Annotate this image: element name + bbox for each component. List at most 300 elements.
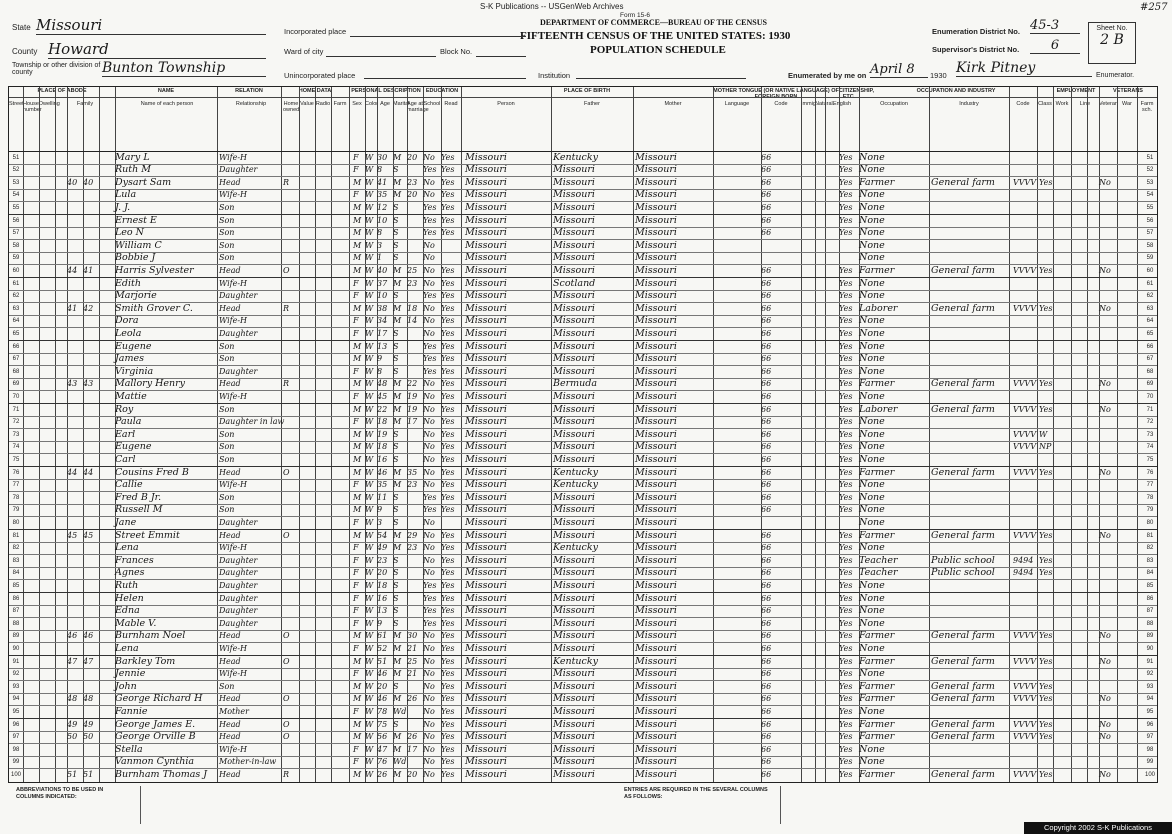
cell-bp: Missouri <box>465 340 507 352</box>
cell-bp: Missouri <box>465 201 507 213</box>
ward-label: Ward of city <box>284 47 324 56</box>
cell-ocode: VVVV <box>1013 656 1037 666</box>
cell-rd: Yes <box>441 656 455 666</box>
cell-mbp: Missouri <box>635 277 677 289</box>
cell-sex: F <box>353 643 359 653</box>
row-number-right: 71 <box>1146 406 1154 413</box>
cell-am: 18 <box>407 303 418 313</box>
row-number-right: 97 <box>1146 734 1154 741</box>
cell-sex: F <box>353 517 359 527</box>
cell-en: Yes <box>839 744 853 754</box>
cell-mar: M <box>393 669 402 679</box>
cell-bp: Missouri <box>465 378 507 390</box>
cell-fbp: Missouri <box>553 731 595 743</box>
cell-occ: Farmer <box>859 176 895 188</box>
cell-rel: Wife-H <box>219 669 248 679</box>
section-header: RELATION <box>235 88 263 94</box>
cell-ind: General farm <box>931 378 995 390</box>
cell-sex: M <box>353 404 362 414</box>
cell-en: Yes <box>839 442 853 452</box>
cell-rel: Head <box>219 719 241 729</box>
cell-sex: F <box>353 165 359 175</box>
cell-cd: 66 <box>761 278 772 288</box>
cell-vet: No <box>1099 769 1111 779</box>
section-rule <box>9 97 1157 98</box>
cell-name: Paula <box>115 416 142 428</box>
cell-sch: Yes <box>423 291 437 301</box>
cell-vet: No <box>1099 404 1111 414</box>
cell-occ: None <box>859 239 885 251</box>
cell-cd: 66 <box>761 656 772 666</box>
cell-occ: None <box>859 453 885 465</box>
cell-rel: Son <box>219 505 235 515</box>
cell-occ: Farmer <box>859 466 895 478</box>
cell-name: John <box>115 680 137 692</box>
cell-bp: Missouri <box>465 390 507 402</box>
cell-en: Yes <box>839 341 853 351</box>
grid-column-rule <box>825 87 826 782</box>
cell-cd: 66 <box>761 152 772 162</box>
cell-en: Yes <box>839 631 853 641</box>
cell-cd: 66 <box>761 379 772 389</box>
cell-sch: No <box>423 681 435 691</box>
cell-rd: Yes <box>441 606 455 616</box>
cell-mbp: Missouri <box>635 504 677 516</box>
cell-name: Roy <box>115 403 134 415</box>
cell-emp: Yes <box>1039 732 1053 742</box>
cell-occ: None <box>859 428 885 440</box>
cell-sch: No <box>423 190 435 200</box>
cell-rel: Wife-H <box>219 152 248 162</box>
cell-dw: 44 <box>67 467 78 477</box>
cell-rd: Yes <box>441 706 455 716</box>
cell-occ: None <box>859 605 885 617</box>
cell-sch: No <box>423 379 435 389</box>
grid-column-rule <box>349 87 350 782</box>
cell-cd: 66 <box>761 177 772 187</box>
row-number-right: 80 <box>1146 519 1154 526</box>
cell-mbp: Missouri <box>635 516 677 528</box>
cell-sex: F <box>353 190 359 200</box>
cell-occ: Farmer <box>859 378 895 390</box>
cell-n: 62 <box>12 293 20 300</box>
cell-name: Russell M <box>115 504 163 516</box>
cell-sex: M <box>353 429 362 439</box>
cell-sex: M <box>353 265 362 275</box>
cell-fam: 41 <box>83 265 94 275</box>
cell-bp: Missouri <box>465 642 507 654</box>
cell-dw: 48 <box>67 694 78 704</box>
cell-en: Yes <box>839 391 853 401</box>
cell-rd: Yes <box>441 215 455 225</box>
cell-am: 20 <box>407 152 418 162</box>
cell-bp: Missouri <box>465 353 507 365</box>
cell-mar: S <box>393 354 399 364</box>
cell-rd: Yes <box>441 732 455 742</box>
cell-ocode: VVVV <box>1013 732 1037 742</box>
incorporated-label: Incorporated place <box>284 27 347 36</box>
cell-n: 70 <box>12 393 20 400</box>
cell-color: W <box>365 618 374 628</box>
cell-dw: 41 <box>67 303 78 313</box>
cell-mbp: Missouri <box>635 680 677 692</box>
cell-mbp: Missouri <box>635 214 677 226</box>
cell-cd: 66 <box>761 328 772 338</box>
cell-bp: Missouri <box>465 239 507 251</box>
cell-cd: 66 <box>761 618 772 628</box>
cell-color: W <box>365 341 374 351</box>
cell-name: Frances <box>115 554 154 566</box>
cell-fbp: Kentucky <box>553 466 598 478</box>
cell-color: W <box>365 354 374 364</box>
cell-cd: 66 <box>761 391 772 401</box>
cell-bp: Missouri <box>465 529 507 541</box>
cell-own: O <box>283 467 290 477</box>
cell-en: Yes <box>839 669 853 679</box>
row-number-right: 59 <box>1146 255 1154 262</box>
cell-sch: Yes <box>423 202 437 212</box>
cell-age: 41 <box>377 177 388 187</box>
cell-mar: S <box>393 568 399 578</box>
cell-rel: Son <box>219 404 235 414</box>
cell-mar: M <box>393 391 402 401</box>
column-header: Veteran <box>1099 101 1118 107</box>
cell-age: 16 <box>377 454 388 464</box>
cell-mbp: Missouri <box>635 340 677 352</box>
sheet-label: Sheet No. <box>1096 25 1128 32</box>
footer-abbreviations: ABBREVIATIONS TO BE USED IN COLUMNS INDICATED: <box>16 787 104 800</box>
cell-n: 98 <box>12 746 20 753</box>
cell-sex: F <box>353 618 359 628</box>
row-number-right: 91 <box>1146 658 1154 665</box>
cell-mbp: Missouri <box>635 164 677 176</box>
cell-am: 19 <box>407 404 418 414</box>
department: DEPARTMENT OF COMMERCE—BUREAU OF THE CENSUS <box>540 18 767 27</box>
column-header: Sex <box>352 101 362 107</box>
cell-vet: No <box>1099 379 1111 389</box>
cell-color: W <box>365 555 374 565</box>
cell-en: Yes <box>839 417 853 427</box>
cell-vet: No <box>1099 631 1111 641</box>
cell-mbp: Missouri <box>635 718 677 730</box>
cell-mar: S <box>393 429 399 439</box>
cell-rd: Yes <box>441 769 455 779</box>
cell-color: W <box>365 165 374 175</box>
cell-emp: Yes <box>1039 656 1053 666</box>
cell-bp: Missouri <box>465 151 507 163</box>
cell-cd: 66 <box>761 744 772 754</box>
cell-cd: 66 <box>761 215 772 225</box>
cell-en: Yes <box>839 618 853 628</box>
cell-ind: Public school <box>931 554 995 566</box>
section-header: VETERANS <box>1113 88 1143 94</box>
cell-rel: Daughter <box>219 366 258 376</box>
cell-ocode: VVVV <box>1013 429 1037 439</box>
cell-ind: General farm <box>931 466 995 478</box>
cell-n: 96 <box>12 721 20 728</box>
cell-fbp: Missouri <box>553 680 595 692</box>
cell-fbp: Missouri <box>553 239 595 251</box>
section-header: PLACE OF ABODE <box>37 88 87 94</box>
cell-occ: None <box>859 516 885 528</box>
grid-column-rule <box>39 87 40 782</box>
cell-bp: Missouri <box>465 164 507 176</box>
row-number-right: 69 <box>1146 381 1154 388</box>
cell-ind: General farm <box>931 680 995 692</box>
cell-mar: S <box>393 719 399 729</box>
enumerated-label: Enumerated by me on <box>788 71 867 80</box>
cell-age: 1 <box>377 253 383 263</box>
cell-en: Yes <box>839 757 853 767</box>
cell-occ: None <box>859 365 885 377</box>
cell-cd: 66 <box>761 769 772 779</box>
cell-age: 13 <box>377 606 388 616</box>
cell-name: Stella <box>115 743 143 755</box>
cell-mar: S <box>393 328 399 338</box>
footer-code-block-right <box>780 786 1151 824</box>
cell-mar: S <box>393 442 399 452</box>
cell-ocode: VVVV <box>1013 303 1037 313</box>
cell-n: 59 <box>12 255 20 262</box>
cell-own: O <box>283 530 290 540</box>
cell-fbp: Missouri <box>553 201 595 213</box>
cell-fbp: Missouri <box>553 554 595 566</box>
cell-rel: Son <box>219 681 235 691</box>
cell-en: Yes <box>839 643 853 653</box>
cell-age: 49 <box>377 543 388 553</box>
cell-rel: Head <box>219 379 241 389</box>
cell-n: 80 <box>12 519 20 526</box>
cell-cd: 66 <box>761 316 772 326</box>
cell-fbp: Kentucky <box>553 655 598 667</box>
cell-am: 20 <box>407 769 418 779</box>
cell-rel: Son <box>219 354 235 364</box>
cell-mar: S <box>393 606 399 616</box>
cell-n: 68 <box>12 368 20 375</box>
cell-n: 83 <box>12 557 20 564</box>
cell-sex: M <box>353 202 362 212</box>
cell-occ: None <box>859 277 885 289</box>
cell-sch: No <box>423 177 435 187</box>
row-number-right: 93 <box>1146 683 1154 690</box>
cell-sex: M <box>353 631 362 641</box>
column-header: Family <box>76 101 94 107</box>
cell-en: Yes <box>839 568 853 578</box>
grid-column-rule <box>99 87 100 782</box>
column-header: Marital <box>393 101 410 107</box>
cell-rd: Yes <box>441 681 455 691</box>
cell-am: 20 <box>407 190 418 200</box>
cell-rel: Son <box>219 492 235 502</box>
cell-age: 20 <box>377 681 388 691</box>
cell-name: Burnham Thomas J <box>115 768 208 780</box>
cell-cd: 66 <box>761 404 772 414</box>
cell-bp: Missouri <box>465 554 507 566</box>
cell-n: 93 <box>12 683 20 690</box>
cell-am: 19 <box>407 391 418 401</box>
enumerator-value: Kirk Pitney <box>956 60 1092 77</box>
grid-column-rule <box>551 87 552 782</box>
cell-mar: S <box>393 215 399 225</box>
cell-en: Yes <box>839 530 853 540</box>
grid-column-rule <box>1137 87 1138 782</box>
cell-rd: Yes <box>441 202 455 212</box>
cell-bp: Missouri <box>465 277 507 289</box>
cell-mar: M <box>393 732 402 742</box>
column-header: Industry <box>959 101 979 107</box>
cell-vet: No <box>1099 467 1111 477</box>
cell-rel: Wife-H <box>219 391 248 401</box>
cell-dw: 46 <box>67 631 78 641</box>
cell-cd: 66 <box>761 291 772 301</box>
cell-rel: Head <box>219 265 241 275</box>
cell-name: Eugene <box>115 340 152 352</box>
cell-fbp: Bermuda <box>553 378 598 390</box>
row-number-right: 73 <box>1146 431 1154 438</box>
cell-vet: No <box>1099 732 1111 742</box>
cell-occ: Farmer <box>859 529 895 541</box>
cell-fbp: Kentucky <box>553 151 598 163</box>
cell-dw: 51 <box>67 769 78 779</box>
cell-age: 61 <box>377 631 388 641</box>
cell-mbp: Missouri <box>635 479 677 491</box>
section-header: PERSONAL DESCRIPTION <box>351 88 421 94</box>
cell-mbp: Missouri <box>635 151 677 163</box>
cell-rel: Head <box>219 467 241 477</box>
row-number-right: 57 <box>1146 230 1154 237</box>
cell-rel: Son <box>219 442 235 452</box>
cell-cd: 66 <box>761 454 772 464</box>
cell-color: W <box>365 228 374 238</box>
row-number-right: 63 <box>1146 305 1154 312</box>
section-header: NAME <box>157 88 175 94</box>
column-header: Dwelling <box>39 101 60 107</box>
cell-cd: 66 <box>761 303 772 313</box>
cell-mar: M <box>393 467 402 477</box>
cell-sch: No <box>423 152 435 162</box>
cell-occ: None <box>859 579 885 591</box>
cell-fbp: Missouri <box>553 290 595 302</box>
cell-age: 48 <box>377 379 388 389</box>
cell-cd: 66 <box>761 492 772 502</box>
cell-occ: None <box>859 756 885 768</box>
cell-fbp: Missouri <box>553 302 595 314</box>
cell-ocode: VVVV <box>1013 442 1037 452</box>
cell-fbp: Missouri <box>553 642 595 654</box>
cell-sex: F <box>353 555 359 565</box>
cell-occ: Farmer <box>859 264 895 276</box>
cell-name: Dysart Sam <box>115 176 172 188</box>
cell-mar: M <box>393 404 402 414</box>
cell-emp: Yes <box>1039 467 1053 477</box>
cell-cd: 66 <box>761 643 772 653</box>
column-header: Farm <box>333 101 347 107</box>
cell-fbp: Missouri <box>553 403 595 415</box>
section-header: CITIZENSHIP, ETC. <box>839 88 875 100</box>
cell-rel: Daughter <box>219 568 258 578</box>
cell-own: O <box>283 265 290 275</box>
cell-cd: 66 <box>761 681 772 691</box>
cell-cd: 66 <box>761 165 772 175</box>
cell-sch: No <box>423 404 435 414</box>
cell-rd: Yes <box>441 316 455 326</box>
cell-color: W <box>365 517 374 527</box>
cell-color: W <box>365 429 374 439</box>
cell-bp: Missouri <box>465 428 507 440</box>
cell-ocode: VVVV <box>1013 530 1037 540</box>
column-header: War <box>1122 101 1132 107</box>
cell-cd: 66 <box>761 429 772 439</box>
grid-column-rule <box>1087 87 1088 782</box>
cell-ocode: VVVV <box>1013 404 1037 414</box>
cell-en: Yes <box>839 165 853 175</box>
cell-ind: General farm <box>931 529 995 541</box>
cell-name: Harris Sylvester <box>115 264 194 276</box>
grid-column-rule <box>1117 87 1118 782</box>
cell-occ: Teacher <box>859 554 898 566</box>
cell-mbp: Missouri <box>635 693 677 705</box>
cell-ocode: VVVV <box>1013 694 1037 704</box>
grid-column-rule <box>1099 87 1100 782</box>
column-header: Class <box>1038 101 1052 107</box>
cell-n: 57 <box>12 230 20 237</box>
cell-sch: No <box>423 442 435 452</box>
cell-bp: Missouri <box>465 491 507 503</box>
cell-mbp: Missouri <box>635 567 677 579</box>
cell-n: 94 <box>12 696 20 703</box>
cell-fbp: Kentucky <box>553 479 598 491</box>
cell-occ: Farmer <box>859 693 895 705</box>
cell-bp: Missouri <box>465 668 507 680</box>
column-header: Name of each person <box>140 101 194 107</box>
cell-rel: Wife-H <box>219 744 248 754</box>
cell-bp: Missouri <box>465 768 507 780</box>
cell-name: Burnham Noel <box>115 630 186 642</box>
cell-name: James <box>115 353 144 365</box>
cell-n: 51 <box>12 154 20 161</box>
cell-name: Dora <box>115 315 139 327</box>
cell-sex: F <box>353 543 359 553</box>
cell-mar: M <box>393 744 402 754</box>
cell-mar: M <box>393 656 402 666</box>
row-number-right: 75 <box>1146 456 1154 463</box>
cell-fam: 42 <box>83 303 94 313</box>
cell-age: 26 <box>377 769 388 779</box>
cell-age: 54 <box>377 530 388 540</box>
cell-sex: F <box>353 606 359 616</box>
cell-bp: Missouri <box>465 479 507 491</box>
cell-mar: S <box>393 492 399 502</box>
cell-fbp: Missouri <box>553 428 595 440</box>
cell-rd: Yes <box>441 278 455 288</box>
cell-fbp: Missouri <box>553 227 595 239</box>
cell-bp: Missouri <box>465 693 507 705</box>
cell-sch: No <box>423 631 435 641</box>
cell-color: W <box>365 442 374 452</box>
cell-mbp: Missouri <box>635 252 677 264</box>
cell-mbp: Missouri <box>635 327 677 339</box>
cell-bp: Missouri <box>465 327 507 339</box>
cell-rd: Yes <box>441 694 455 704</box>
cell-mbp: Missouri <box>635 176 677 188</box>
cell-en: Yes <box>839 303 853 313</box>
cell-rd: Yes <box>441 618 455 628</box>
cell-sex: M <box>353 240 362 250</box>
cell-sex: F <box>353 757 359 767</box>
cell-rel: Son <box>219 228 235 238</box>
grid-column-rule <box>23 87 24 782</box>
cell-mbp: Missouri <box>635 592 677 604</box>
